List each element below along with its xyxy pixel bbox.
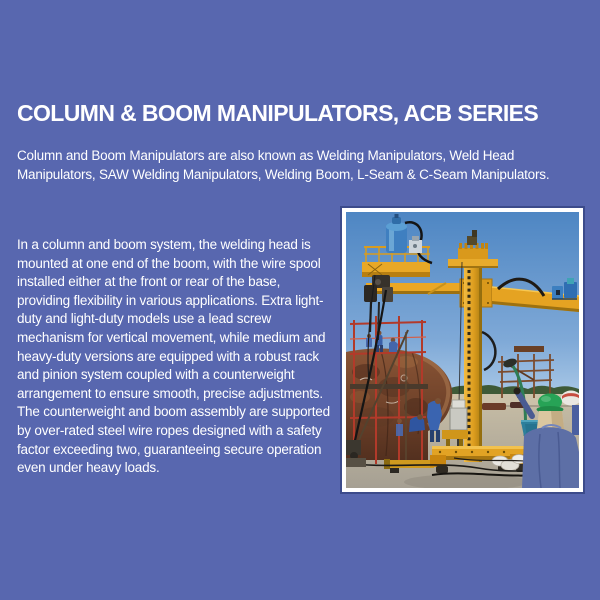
description-paragraph: In a column and boom system, the welding head is mounted at one end of the boom, with the wire spool installed either at the front or rear of the base, providing flexibility in various applications. Extra light-duty and light-duty models use a lead screw mechanism for vertical movement, while medium and heavy-duty versions are equipped with a robust rack and pinion system coupled with a counterweight arrangement to ensure smooth, precise adjustments. The counterweight and boom assembly are supported by over-rated steel wire ropes designed with a safety factor exceeding two, guaranteeing secure operation even under heavy loads. — [17, 237, 330, 476]
subtitle-text: Column and Boom Manipulators are also known as Welding Manipulators, Weld Head Manipulators, SAW Welding Manipulators, Welding Boom, L-Seam & C-Seam Manipulators. — [17, 148, 550, 182]
page-title: COLUMN & BOOM MANIPULATORS, ACB SERIES — [17, 100, 539, 126]
product-photo-frame — [340, 206, 585, 494]
column-boom-manipulator-photo — [346, 212, 579, 488]
